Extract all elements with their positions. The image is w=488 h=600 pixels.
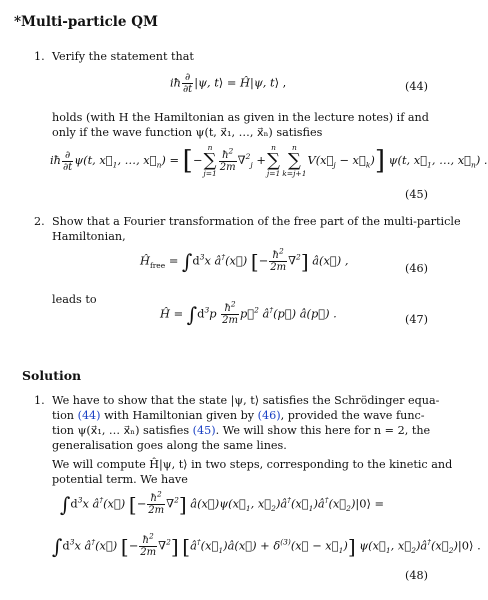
eq45-number: (45): [405, 188, 428, 201]
solution-para2-line2: potential term. We have: [52, 473, 188, 486]
equation-48-line1: $\int d^3x$ â†(x⃗) [− $\frac{ħ^2}{2m}$ ∇$^2$] $â(x⃗)\psi(x⃗_1$, $x⃗_2)â^\dagger(x⃗_1)â^\dagger(x⃗_2)|0⟩$ =: [60, 489, 385, 517]
solution-para1-line3: tion ψ(x⃗₁, … x⃗ₙ) satisfies (45). We will show this here for n = 2, the: [52, 424, 431, 437]
solution-title: Solution: [22, 368, 82, 383]
equation-46: $Ĥ_{free} = \int d^3x$ â†(x⃗) [− $\frac{ħ^2}{2m}$ ∇$^2$] â(x⃗) ,: [140, 246, 349, 274]
ref-eq44-link[interactable]: (44): [77, 409, 101, 422]
eq47-number: (47): [405, 313, 428, 326]
equation-45: iħ $\frac{\partial}{\partial t}$ ψ(t, $x⃗_1$, …, $x⃗_n$) = [− n ∑ j=1 $\frac{ħ^2}{2m}$ ∇$^2_j$ + n ∑ j=1 n ∑ k=j+1 $V(x⃗_j$ − $x⃗_k$)] ψ(t, $x⃗_1$, …, $x⃗_n$) .: [50, 143, 488, 178]
solution-para1-line2: tion (44) with Hamiltonian given by (46), provided the wave func-: [52, 409, 425, 422]
eq46-number: (46): [405, 262, 428, 275]
item2-text-line1: Show that a Fourier transformation of the free part of the multi-particle: [52, 215, 461, 228]
item1-after-line2: only if the wave function ψ(t, x⃗₁, …, x⃗ₙ) satisfies: [52, 126, 323, 139]
item1-text: Verify the statement that: [52, 50, 194, 63]
ref-eq45-link[interactable]: (45): [192, 424, 216, 437]
solution-para1-line1: We have to show that the state |ψ, t⟩ satisfies the Schrödinger equa-: [52, 394, 440, 407]
item2-text-line2: Hamiltonian,: [52, 230, 126, 243]
item2-leads-to: leads to: [52, 293, 97, 306]
solution-number: 1.: [34, 394, 45, 407]
item1-after-line1: holds (with H the Hamiltonian as given in the lecture notes) if and: [52, 111, 429, 124]
section-title: *Multi-particle QM: [14, 14, 158, 30]
equation-47: Ĥ = $\int d^3p$ $\frac{ħ^2}{2m}$ p⃗$^2$ â†(p⃗) â(p⃗) .: [160, 299, 337, 327]
item1-number: 1.: [34, 50, 45, 63]
ref-eq46-link[interactable]: (46): [257, 409, 281, 422]
eq48-number: (48): [405, 569, 428, 582]
equation-48-line2: $\int d^3x$ â†(x⃗) [− $\frac{ħ^2}{2m}$ ∇$^2$] [$â^\dagger(x⃗_1)â(x⃗)$ + $\delta^{(3)}(x⃗$ − $x⃗_1$)] $\psi(x⃗_1$, $x⃗_2)â^\dagger(x⃗_2)|0⟩$ .: [52, 531, 481, 559]
item2-number: 2.: [34, 215, 45, 228]
eq44-number: (44): [405, 80, 428, 93]
solution-para2-line1: We will compute Ĥ|ψ, t⟩ in two steps, corresponding to the kinetic and: [52, 458, 453, 471]
equation-44: iħ $\frac{\partial}{\partial t}$ |ψ, t⟩ = Ĥ|ψ, t⟩ ,: [170, 72, 287, 95]
solution-para1-line4: generalisation goes along the same lines.: [52, 439, 287, 452]
